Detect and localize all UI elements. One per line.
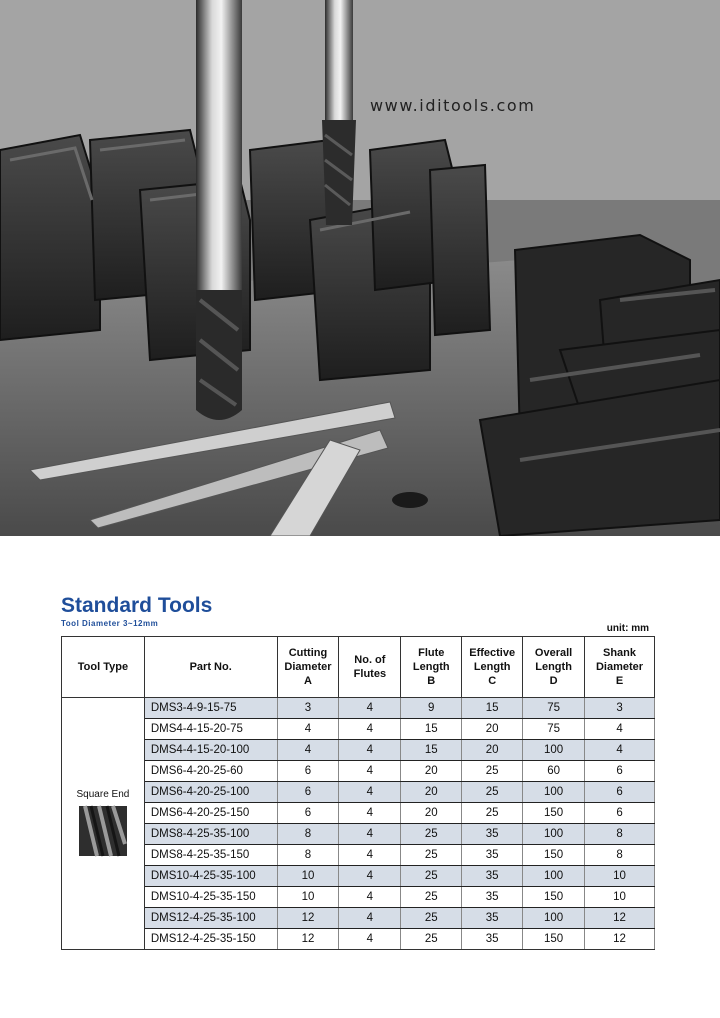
effective-length: 35 — [462, 824, 523, 845]
cutting-diameter: 10 — [277, 866, 339, 887]
table-row — [62, 719, 655, 740]
shank-diameter: 12 — [585, 908, 655, 929]
header-no-of-flutes — [339, 637, 401, 698]
section-subtitle: Tool Diameter 3~12mm — [61, 619, 159, 628]
flute-length: 20 — [401, 782, 462, 803]
flute-length: 25 — [401, 908, 462, 929]
table-row — [62, 698, 655, 719]
table-header-row — [62, 637, 655, 698]
part-number: DMS8-4-25-35-100 — [144, 824, 277, 845]
overall-length: 100 — [523, 824, 585, 845]
shank-diameter: 6 — [585, 761, 655, 782]
shank-diameter: 8 — [585, 845, 655, 866]
cutting-diameter: 4 — [277, 719, 339, 740]
header-line: Flutes — [353, 668, 387, 680]
header-line: D — [549, 675, 558, 687]
flutes: 4 — [339, 845, 401, 866]
shank-diameter: 12 — [585, 929, 655, 950]
cutting-diameter: 4 — [277, 740, 339, 761]
flute-length: 25 — [401, 845, 462, 866]
unit-label: unit: mm — [606, 623, 649, 634]
header-effective-length — [462, 637, 523, 698]
header-tool-type: Tool Type — [62, 637, 145, 698]
shank-diameter: 6 — [585, 803, 655, 824]
flute-length: 25 — [401, 824, 462, 845]
effective-length: 15 — [462, 698, 523, 719]
flutes: 4 — [339, 824, 401, 845]
table-row — [62, 824, 655, 845]
flute-length: 15 — [401, 740, 462, 761]
flutes: 4 — [339, 761, 401, 782]
part-number: DMS10-4-25-35-100 — [144, 866, 277, 887]
flutes: 4 — [339, 866, 401, 887]
overall-length: 150 — [523, 887, 585, 908]
part-number: DMS6-4-20-25-150 — [144, 803, 277, 824]
effective-length: 25 — [462, 782, 523, 803]
effective-length: 35 — [462, 866, 523, 887]
header-line: Overall — [534, 647, 573, 659]
part-number: DMS3-4-9-15-75 — [144, 698, 277, 719]
flutes: 4 — [339, 908, 401, 929]
table-row — [62, 803, 655, 824]
overall-length: 150 — [523, 845, 585, 866]
overall-length: 100 — [523, 782, 585, 803]
table-row — [62, 908, 655, 929]
flutes: 4 — [339, 719, 401, 740]
header-line: Shank — [603, 647, 637, 659]
header-line: Diameter — [595, 661, 644, 673]
shank-diameter: 10 — [585, 887, 655, 908]
header-line: B — [427, 675, 436, 687]
overall-length: 75 — [523, 719, 585, 740]
header-part-no: Part No. — [144, 637, 277, 698]
flutes: 4 — [339, 929, 401, 950]
shank-diameter: 4 — [585, 740, 655, 761]
header-line: Length — [473, 661, 511, 673]
overall-length: 150 — [523, 929, 585, 950]
part-number: DMS4-4-15-20-100 — [144, 740, 277, 761]
table-body — [62, 698, 655, 950]
effective-length: 35 — [462, 845, 523, 866]
header-flute-length — [401, 637, 462, 698]
table-row — [62, 845, 655, 866]
effective-length: 35 — [462, 929, 523, 950]
tool-type-label: Square End — [76, 789, 130, 800]
cutting-diameter: 10 — [277, 887, 339, 908]
effective-length: 20 — [462, 740, 523, 761]
header-overall-length — [523, 637, 585, 698]
flute-length: 25 — [401, 929, 462, 950]
effective-length: 25 — [462, 761, 523, 782]
header-line: Cutting — [288, 647, 328, 659]
overall-length: 60 — [523, 761, 585, 782]
header-shank-diameter — [585, 637, 655, 698]
part-number: DMS6-4-20-25-100 — [144, 782, 277, 803]
header-cutting-diameter — [277, 637, 339, 698]
header-line: Diameter — [284, 661, 332, 673]
shank-diameter: 8 — [585, 824, 655, 845]
header-line: Effective — [469, 647, 516, 659]
effective-length: 35 — [462, 908, 523, 929]
flute-length: 25 — [401, 866, 462, 887]
cutting-diameter: 3 — [277, 698, 339, 719]
flutes: 4 — [339, 698, 401, 719]
header-line: A — [303, 675, 312, 687]
effective-length: 25 — [462, 803, 523, 824]
cutting-diameter: 8 — [277, 824, 339, 845]
cutting-diameter: 12 — [277, 929, 339, 950]
shank-diameter: 6 — [585, 782, 655, 803]
header-line: Flute — [418, 647, 445, 659]
cutting-diameter: 6 — [277, 782, 339, 803]
header-line: Length — [535, 661, 572, 673]
table-row — [62, 866, 655, 887]
shank-diameter: 10 — [585, 866, 655, 887]
flute-length: 20 — [401, 761, 462, 782]
overall-length: 75 — [523, 698, 585, 719]
part-number: DMS12-4-25-35-100 — [144, 908, 277, 929]
flutes: 4 — [339, 740, 401, 761]
part-number: DMS6-4-20-25-60 — [144, 761, 277, 782]
flutes: 4 — [339, 887, 401, 908]
flute-length: 20 — [401, 803, 462, 824]
table-row — [62, 740, 655, 761]
part-number: DMS4-4-15-20-75 — [144, 719, 277, 740]
table-row — [62, 782, 655, 803]
shank-diameter: 4 — [585, 719, 655, 740]
part-number: DMS8-4-25-35-150 — [144, 845, 277, 866]
flutes: 4 — [339, 803, 401, 824]
header-line: E — [615, 675, 624, 687]
part-number: DMS10-4-25-35-150 — [144, 887, 277, 908]
overall-length: 100 — [523, 908, 585, 929]
flutes: 4 — [339, 782, 401, 803]
tool-type-cell — [62, 698, 145, 950]
website-url[interactable]: www.iditools.com — [370, 96, 536, 115]
effective-length: 20 — [462, 719, 523, 740]
shank-diameter: 3 — [585, 698, 655, 719]
table-row — [62, 929, 655, 950]
flute-length: 15 — [401, 719, 462, 740]
cutting-diameter: 8 — [277, 845, 339, 866]
cutting-diameter: 6 — [277, 761, 339, 782]
effective-length: 35 — [462, 887, 523, 908]
square-end-mill-icon — [77, 804, 129, 858]
flute-length: 25 — [401, 887, 462, 908]
standard-tools-table — [61, 636, 655, 950]
header-line: C — [488, 675, 497, 687]
overall-length: 100 — [523, 740, 585, 761]
section-title: Standard Tools — [61, 594, 213, 617]
part-number: DMS12-4-25-35-150 — [144, 929, 277, 950]
cutting-diameter: 12 — [277, 908, 339, 929]
header-line: Length — [412, 661, 450, 673]
overall-length: 150 — [523, 803, 585, 824]
header-line: No. of — [354, 654, 386, 666]
table-row — [62, 761, 655, 782]
cutting-diameter: 6 — [277, 803, 339, 824]
flute-length: 9 — [401, 698, 462, 719]
table-row — [62, 887, 655, 908]
overall-length: 100 — [523, 866, 585, 887]
